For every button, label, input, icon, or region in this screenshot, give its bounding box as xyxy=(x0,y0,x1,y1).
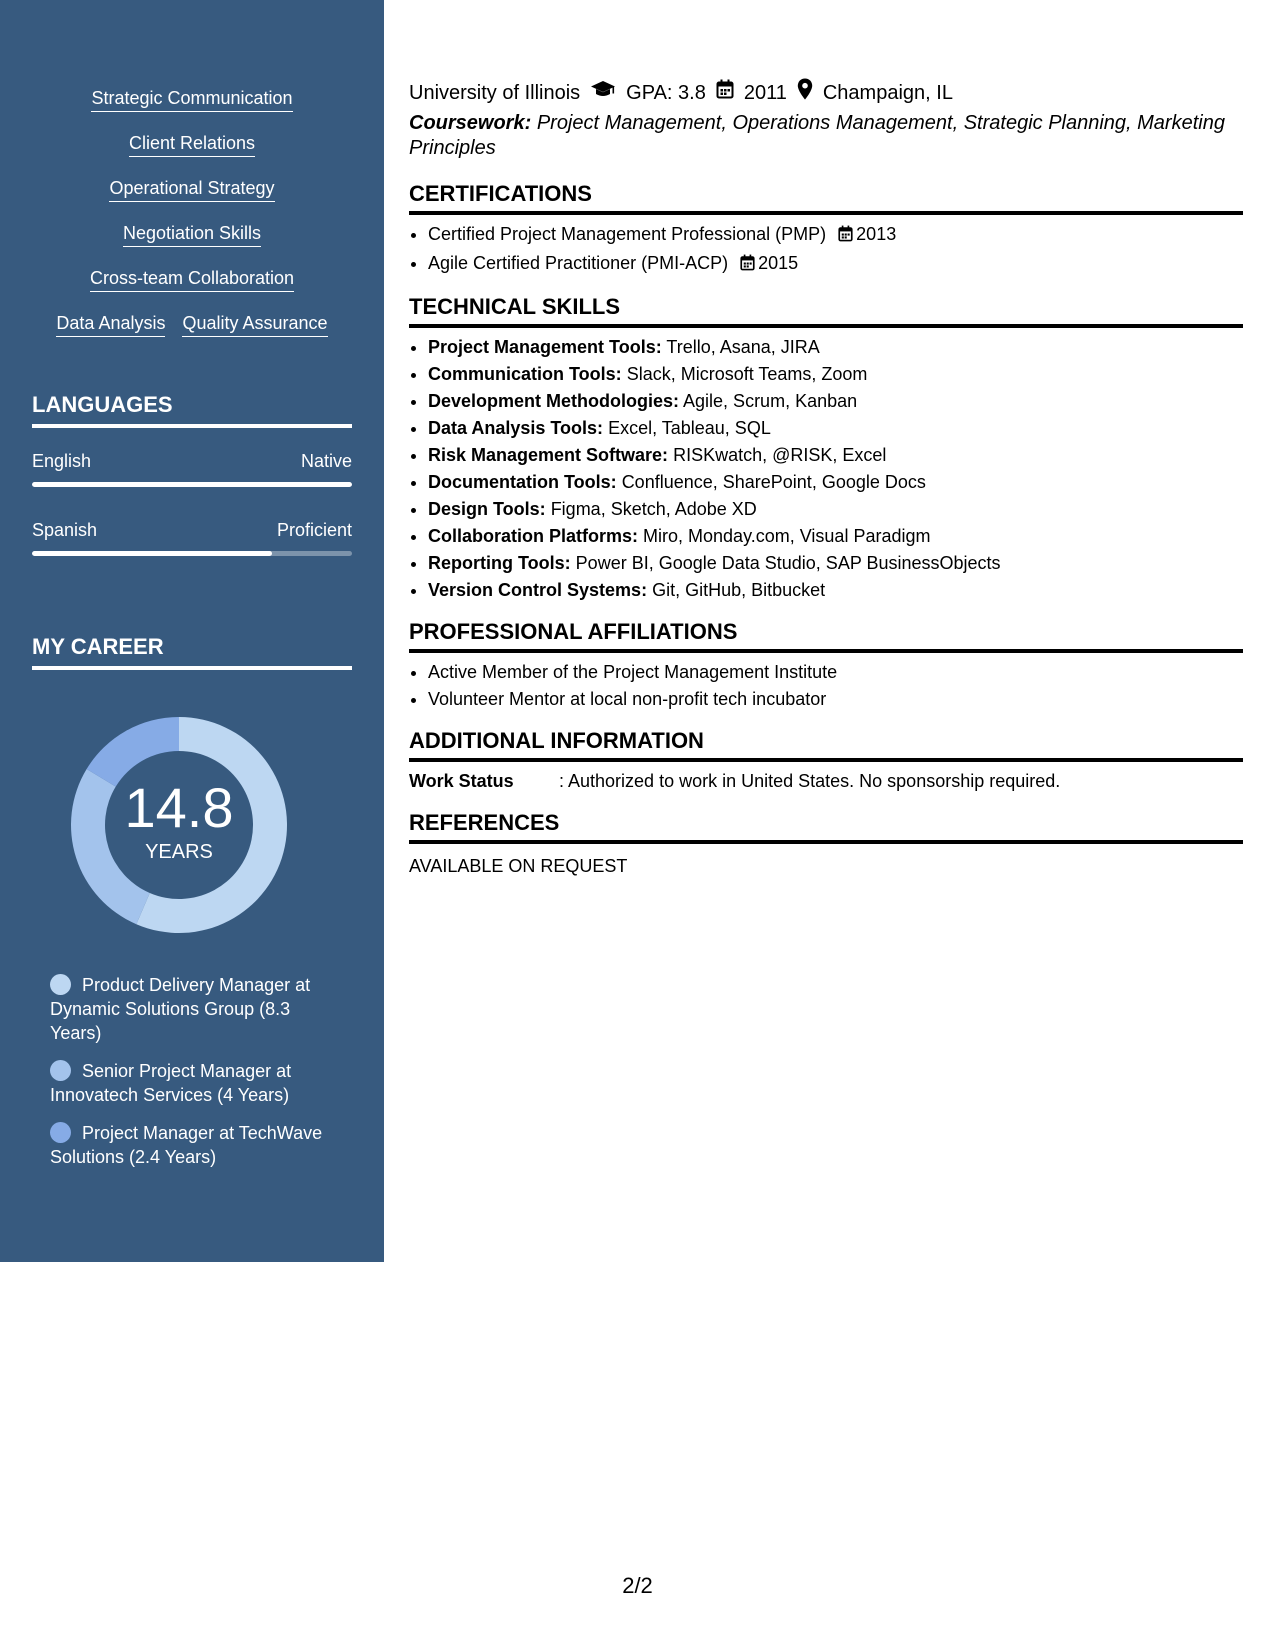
skill-tools: Excel, Tableau, SQL xyxy=(608,418,771,438)
location-pin-icon xyxy=(797,78,813,108)
skill-tag: Negotiation Skills xyxy=(123,221,261,247)
skill-tools: Figma, Sketch, Adobe XD xyxy=(550,499,757,519)
technical-skill-item xyxy=(428,469,1243,496)
certification-year: 2013 xyxy=(856,224,897,244)
references-text: AVAILABLE ON REQUEST xyxy=(409,856,628,876)
career-legend-item xyxy=(50,973,330,1045)
references-heading: REFERENCES xyxy=(409,808,1243,844)
language-bar xyxy=(32,551,352,556)
skill-category: Communication Tools: xyxy=(428,364,622,384)
skill-row xyxy=(32,176,352,221)
skill-category: Collaboration Platforms: xyxy=(428,526,639,546)
calendar-icon xyxy=(838,223,853,250)
school-location: Champaign, IL xyxy=(822,82,953,104)
legend-dot-icon xyxy=(50,1060,71,1081)
language-name: Spanish xyxy=(32,520,98,540)
skill-row xyxy=(32,86,352,131)
legend-dot-icon xyxy=(50,1122,71,1143)
technical-skill-item xyxy=(428,442,1243,469)
skill-row xyxy=(32,221,352,266)
main-content xyxy=(409,78,1243,880)
technical-skill-item xyxy=(428,361,1243,388)
career-years-label: YEARS xyxy=(145,841,213,863)
technical-skill-item xyxy=(428,334,1243,361)
skill-row xyxy=(32,311,352,356)
language-level: Proficient xyxy=(276,520,352,540)
skill-category: Risk Management Software: xyxy=(428,445,669,465)
skill-category: Version Control Systems: xyxy=(428,580,648,600)
graduation-year: 2011 xyxy=(743,82,787,104)
technical-skill-item xyxy=(428,415,1243,442)
work-status-value: : Authorized to work in United States. No sponsorship required. xyxy=(559,771,1061,791)
certification-item xyxy=(428,221,1243,250)
career-legend-item xyxy=(50,1121,330,1169)
page-number: 2/2 xyxy=(622,1573,653,1598)
technical-skills-list xyxy=(409,334,1243,604)
education-line xyxy=(409,78,1243,108)
skill-category: Documentation Tools: xyxy=(428,472,617,492)
career-donut-chart xyxy=(64,710,294,940)
skill-category: Development Methodologies: xyxy=(428,391,680,411)
sidebar xyxy=(0,0,384,1262)
career-role-text: Product Delivery Manager at Dynamic Solutions Group (8.3 Years) xyxy=(50,975,311,1043)
work-status-label: Work Status xyxy=(409,771,514,791)
career-total-years: 14.8 xyxy=(124,776,234,839)
affiliation-item: • Active Member of the Project Management Institute xyxy=(428,659,1243,686)
skill-tag: Client Relations xyxy=(129,131,255,157)
technical-skills-heading: TECHNICAL SKILLS xyxy=(409,292,1243,328)
coursework-list: Project Management, Operations Management, Strategic Planning, Marketing Principles xyxy=(409,112,1225,159)
skill-tools: Git, GitHub, Bitbucket xyxy=(652,580,826,600)
skill-tag: Quality Assurance xyxy=(182,311,327,337)
career-legend xyxy=(50,973,330,1183)
additional-info-heading: ADDITIONAL INFORMATION xyxy=(409,726,1243,762)
coursework xyxy=(409,111,1243,161)
certification-name: Agile Certified Practitioner (PMI-ACP) xyxy=(428,253,729,273)
career-legend-item xyxy=(50,1059,330,1107)
affiliations-list xyxy=(409,659,1243,713)
language-spanish xyxy=(32,518,352,556)
career-role-text: Project Manager at TechWave Solutions (2.4 Years) xyxy=(50,1123,323,1167)
career-heading: MY CAREER xyxy=(32,633,352,670)
skill-tools: Trello, Asana, JIRA xyxy=(666,337,820,357)
affiliations-heading: PROFESSIONAL AFFILIATIONS xyxy=(409,617,1243,653)
languages-heading: LANGUAGES xyxy=(32,391,352,428)
skill-category: Data Analysis Tools: xyxy=(428,418,604,438)
career-donut-segment xyxy=(71,769,150,924)
gpa: GPA: 3.8 xyxy=(626,82,706,104)
skill-tools: Slack, Microsoft Teams, Zoom xyxy=(626,364,868,384)
skill-tag: Data Analysis xyxy=(56,311,165,337)
skill-tools: RISKwatch, @RISK, Excel xyxy=(673,445,887,465)
skill-tools: Power BI, Google Data Studio, SAP BusinessObjects xyxy=(575,553,1001,573)
certifications-list xyxy=(409,221,1243,279)
skill-row xyxy=(32,266,352,311)
certifications-heading: CERTIFICATIONS xyxy=(409,179,1243,215)
language-name: English xyxy=(32,451,92,471)
work-status-row xyxy=(409,768,1243,795)
legend-dot-icon xyxy=(50,974,71,995)
certification-year: 2015 xyxy=(758,253,799,273)
skill-category: Reporting Tools: xyxy=(428,553,571,573)
language-bar-fill xyxy=(32,551,272,556)
skill-tools: Confluence, SharePoint, Google Docs xyxy=(621,472,926,492)
language-level: Native xyxy=(300,451,352,471)
language-bar-fill xyxy=(32,482,352,487)
graduation-cap-icon xyxy=(590,79,616,107)
language-english xyxy=(32,449,352,487)
career-role-text: Senior Project Manager at Innovatech Services (4 Years) xyxy=(50,1061,292,1105)
certification-item xyxy=(428,250,1243,279)
affiliation-item: • Volunteer Mentor at local non-profit tech incubator xyxy=(428,686,1243,713)
skill-tag: Operational Strategy xyxy=(109,176,274,202)
skill-category: Design Tools: xyxy=(428,499,546,519)
skills-tag-cloud xyxy=(32,86,352,356)
skill-tools: Miro, Monday.com, Visual Paradigm xyxy=(643,526,931,546)
calendar-icon xyxy=(716,79,734,107)
career-donut-segment xyxy=(87,717,179,787)
skill-tag: Cross-team Collaboration xyxy=(90,266,294,292)
technical-skill-item xyxy=(428,550,1243,577)
technical-skill-item xyxy=(428,577,1243,604)
skill-tag: Strategic Communication xyxy=(91,86,292,112)
technical-skill-item xyxy=(428,496,1243,523)
skill-category: Project Management Tools: xyxy=(428,337,662,357)
certification-name: Certified Project Management Professional (PMP) xyxy=(428,224,827,244)
technical-skill-item xyxy=(428,388,1243,415)
skill-tools: Agile, Scrum, Kanban xyxy=(683,391,858,411)
language-bar xyxy=(32,482,352,487)
technical-skill-item xyxy=(428,523,1243,550)
calendar-icon xyxy=(740,252,755,279)
coursework-label: Coursework: xyxy=(409,112,532,134)
skill-row xyxy=(32,131,352,176)
school-name: University of Illinois xyxy=(409,82,581,104)
